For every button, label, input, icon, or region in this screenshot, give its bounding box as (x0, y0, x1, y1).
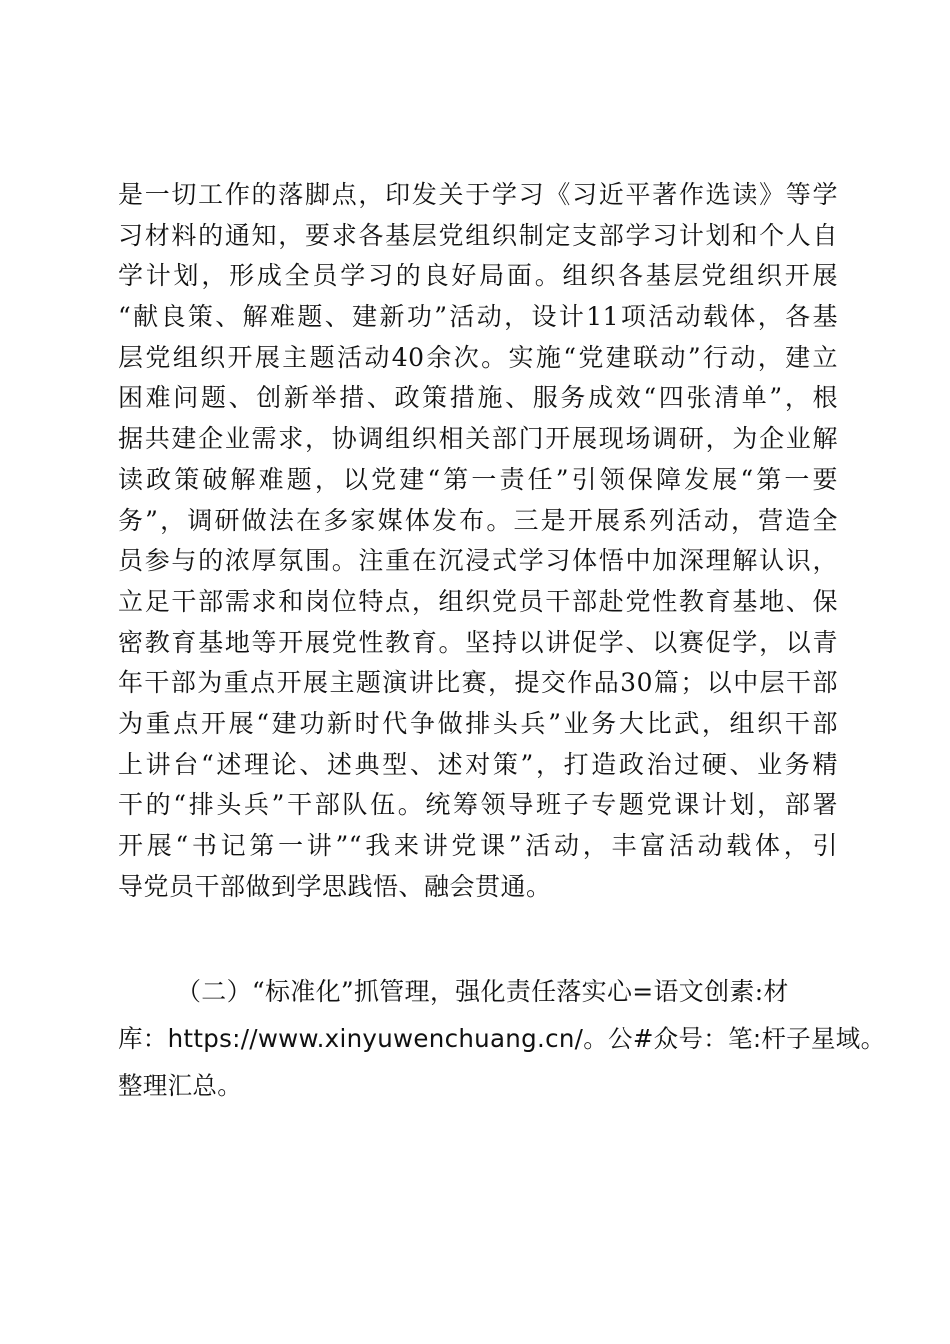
paragraph-line: 是一切工作的落脚点，印发关于学习《习近平著作选读》等学 (118, 180, 838, 209)
paragraph-line: 立足干部需求和岗位特点，组织党员干部赴党性教育基地、保 (118, 586, 838, 616)
paragraph-line: 习材料的通知，要求各基层党组织制定支部学习计划和个人自 (118, 220, 838, 250)
paragraph-line: 困难问题、创新举措、政策措施、服务成效“四张清单”，根 (118, 383, 838, 413)
paragraph-line: 层党组织开展主题活动40余次。实施“党建联动”行动，建立 (118, 342, 838, 372)
paragraph-line: 为重点开展“建功新时代争做排头兵”业务大比武，组织干部 (118, 708, 838, 738)
paragraph-line: 据共建企业需求，协调组织相关部门开展现场调研，为企业解 (118, 424, 838, 454)
paragraph-line: 干的“排头兵”干部队伍。统筹领导班子专题党课计划，部署 (118, 790, 838, 820)
paragraph-line: 导党员干部做到学思践悟、融会贯通。 (118, 871, 552, 901)
paragraph-line: 务”，调研做法在多家媒体发布。三是开展系列活动，营造全 (118, 505, 838, 535)
paragraph-line: 密教育基地等开展党性教育。坚持以讲促学、以赛促学，以青 (118, 627, 838, 657)
paragraph-line: 读政策破解难题，以党建“第一责任”引领保障发展“第一要 (118, 464, 838, 494)
body-paragraph (118, 175, 838, 907)
paragraph-line: 开展“书记第一讲”“我来讲党课”活动，丰富活动载体，引 (118, 831, 838, 860)
watermark-text: 整理汇总。 (118, 1071, 242, 1100)
paragraph-line: 上讲台“述理论、述典型、述对策”，打造政治过硬、业务精 (118, 749, 838, 779)
watermark-text: 库：https://www.xinyuwenchuang.cn/。公#众号：笔:杆子星域。 (118, 1024, 886, 1053)
section-heading-block (118, 968, 898, 1109)
paragraph-line: 员参与的浓厚氛围。注重在沉浸式学习体悟中加深理解认识， (118, 546, 838, 576)
paragraph-line: “献良策、解难题、建新功”活动，设计11项活动载体，各基 (118, 302, 838, 332)
paragraph-line: 学计划，形成全员学习的良好局面。组织各基层党组织开展 (118, 261, 838, 291)
paragraph-line: 年干部为重点开展主题演讲比赛，提交作品30篇；以中层干部 (118, 668, 838, 698)
section-heading: （二）“标准化”抓管理，强化责任落实心=语文创素:材 (176, 977, 789, 1006)
